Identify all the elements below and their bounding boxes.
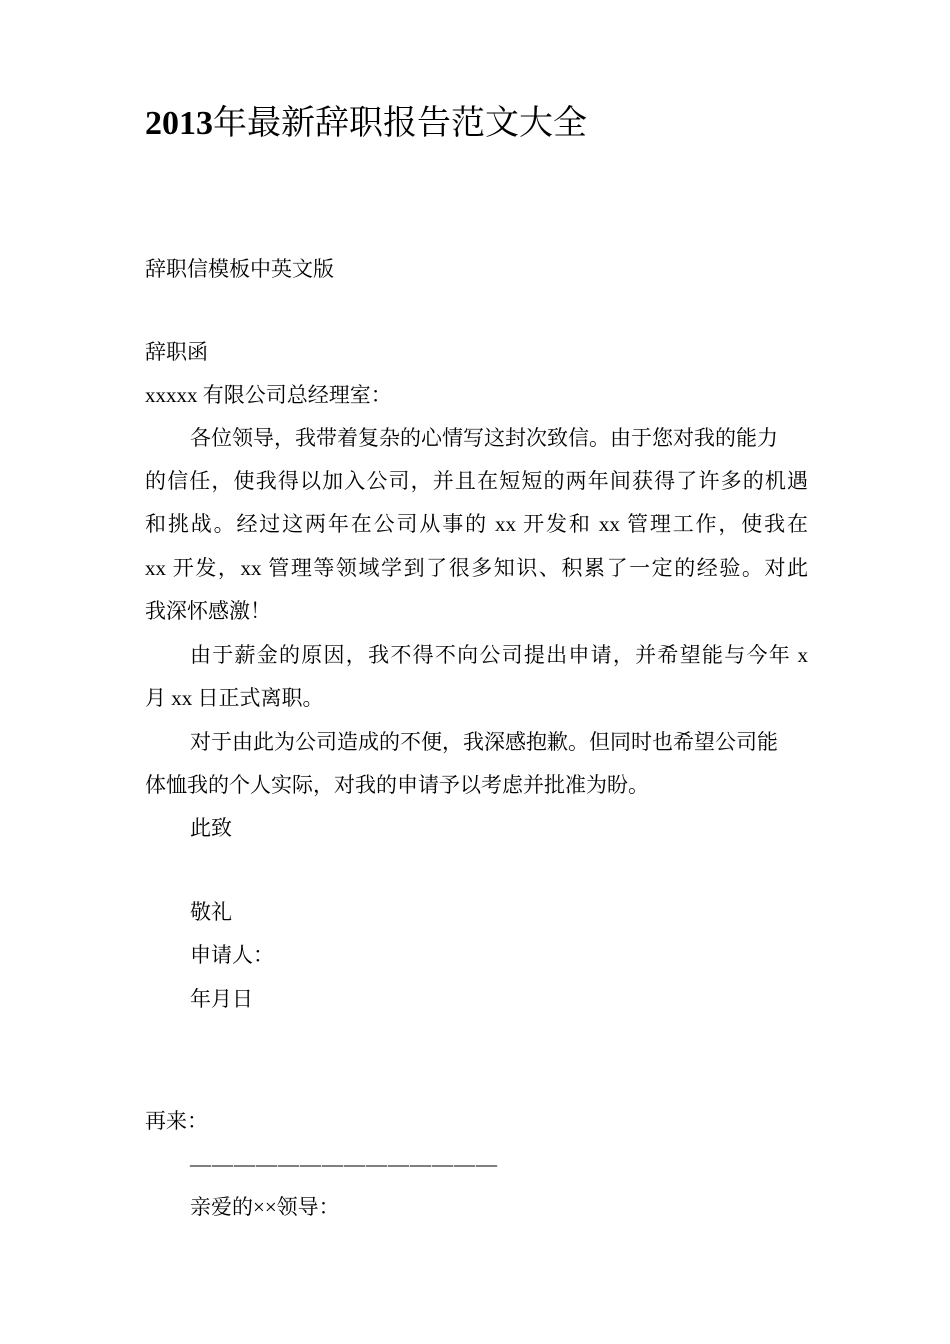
letter-heading: 辞职函 [145,340,208,364]
paragraph-2-line-1: 由于薪金的原因，我不得不向公司提出申请，并希望能与今年 x [190,643,808,667]
paragraph-1-line-5: 我深怀感激！ [145,599,271,623]
applicant: 申请人： [190,943,274,967]
paragraph-3-line-1: 对于由此为公司造成的不便，我深感抱歉。但同时也希望公司能 [190,730,778,754]
paragraph-3-line-2: 体恤我的个人实际，对我的申请予以考虑并批准为盼。 [145,773,649,797]
title-year: 2013 [145,105,213,142]
paragraph-1-line-3: 和挑战。经过这两年在公司从事的 xx 开发和 xx 管理工作，使我在 [145,512,808,536]
paragraph-2-line-2: 月 xx 日正式离职。 [145,686,324,710]
document-title [145,100,587,148]
next-label: 再来： [145,1109,208,1133]
addressee: xxxxx 有限公司总经理室： [145,383,392,407]
title-text: 年最新辞职报告范文大全 [213,105,587,142]
paragraph-1-line-2: 的信任，使我得以加入公司，并且在短短的两年间获得了许多的机遇 [145,469,808,493]
paragraph-1-line-1: 各位领导，我带着复杂的心情写这封次致信。由于您对我的能力 [190,426,778,450]
salute: 敬礼 [190,900,232,924]
date-line: 年月日 [190,987,253,1011]
greeting: 亲爱的××领导： [190,1195,340,1219]
divider-line: —————————————— [190,1152,498,1176]
subtitle: 辞职信模板中英文版 [145,257,334,281]
paragraph-1-line-4: xx 开发，xx 管理等领域学到了很多知识、积累了一定的经验。对此 [145,556,808,580]
closing: 此致 [190,816,232,840]
